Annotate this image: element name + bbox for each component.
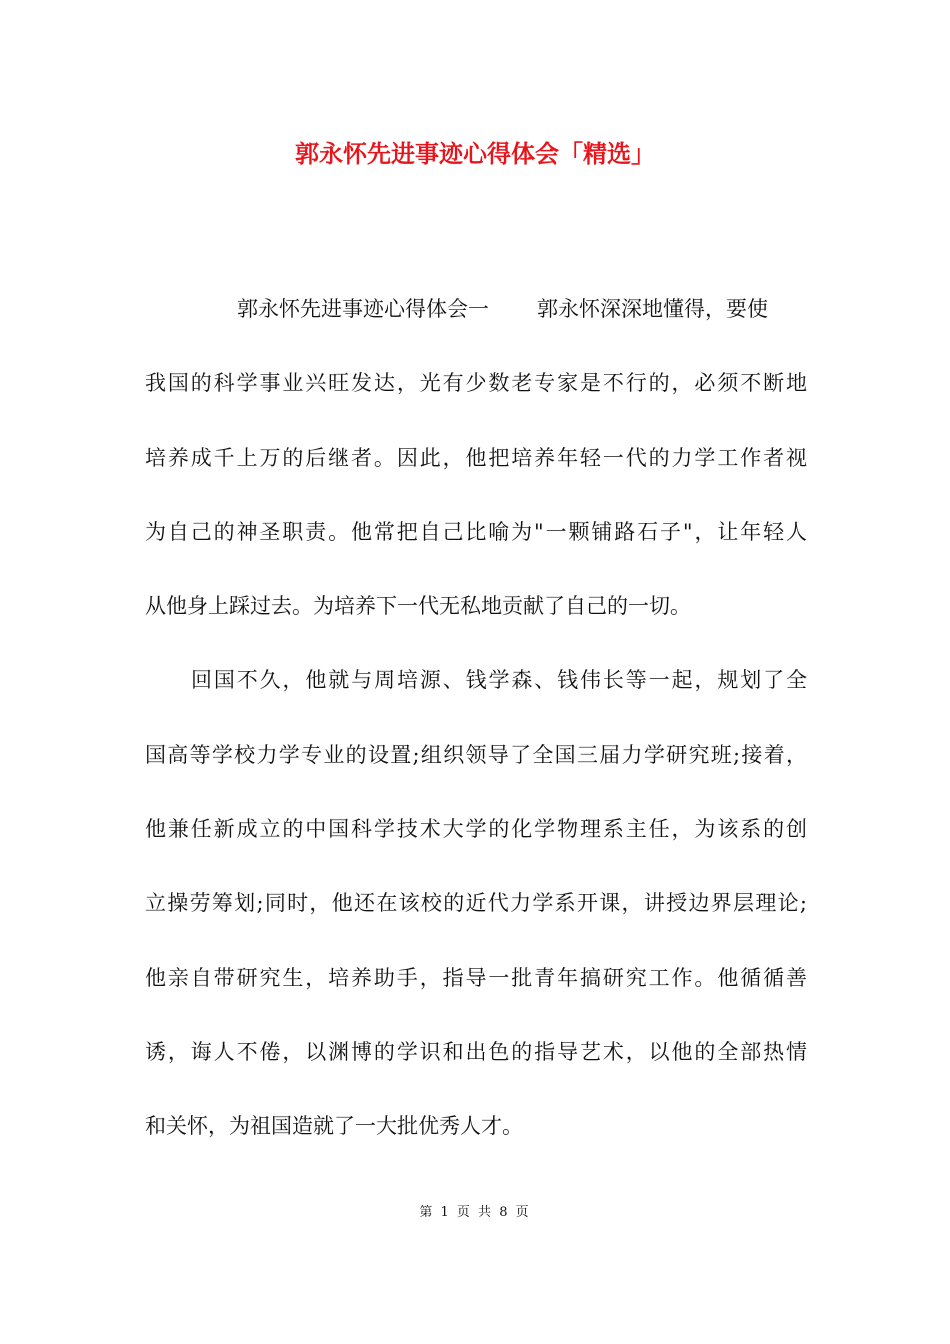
paragraph-1-line-3: 培养成千上万的后继者。因此，他把培养年轻一代的力学工作者视 bbox=[145, 445, 807, 470]
paragraph-1-line-5: 从他身上踩过去。为培养下一代无私地贡献了自己的一切。 bbox=[145, 594, 691, 619]
paragraph-2-line-3: 他兼任新成立的中国科学技术大学的化学物理系主任，为该系的创 bbox=[145, 817, 807, 842]
document-title: 郭永怀先进事迹心得体会「精选」 bbox=[295, 139, 655, 168]
lead-heading: 郭永怀先进事迹心得体会一 bbox=[237, 297, 489, 321]
paragraph-2-line-5: 他亲自带研究生，培养助手，指导一批青年搞研究工作。他循循善 bbox=[145, 965, 807, 990]
paragraph-1-line-4: 为自己的神圣职责。他常把自己比喻为"一颗铺路石子"，让年轻人 bbox=[145, 519, 807, 544]
paragraph-1-line-2: 我国的科学事业兴旺发达，光有少数老专家是不行的，必须不断地 bbox=[145, 371, 807, 396]
paragraph-1-line-1 bbox=[145, 272, 807, 346]
paragraph-2-line-2: 国高等学校力学专业的设置;组织领导了全国三届力学研究班;接着， bbox=[145, 742, 807, 767]
paragraph-1-text: 郭永怀深深地懂得，要使 bbox=[537, 297, 768, 321]
page-number-footer: 第 1 页 共 8 页 bbox=[419, 1205, 531, 1220]
paragraph-2-line-7: 和关怀，为祖国造就了一大批优秀人才。 bbox=[145, 1114, 523, 1139]
paragraph-2-line-6: 诱，诲人不倦，以渊博的学识和出色的指导艺术，以他的全部热情 bbox=[145, 1039, 807, 1064]
document-body bbox=[145, 272, 807, 1164]
paragraph-2-line-1: 回国不久，他就与周培源、钱学森、钱伟长等一起，规划了全 bbox=[191, 668, 807, 693]
paragraph-2-line-4: 立操劳筹划;同时，他还在该校的近代力学系开课，讲授边界层理论; bbox=[145, 891, 807, 916]
